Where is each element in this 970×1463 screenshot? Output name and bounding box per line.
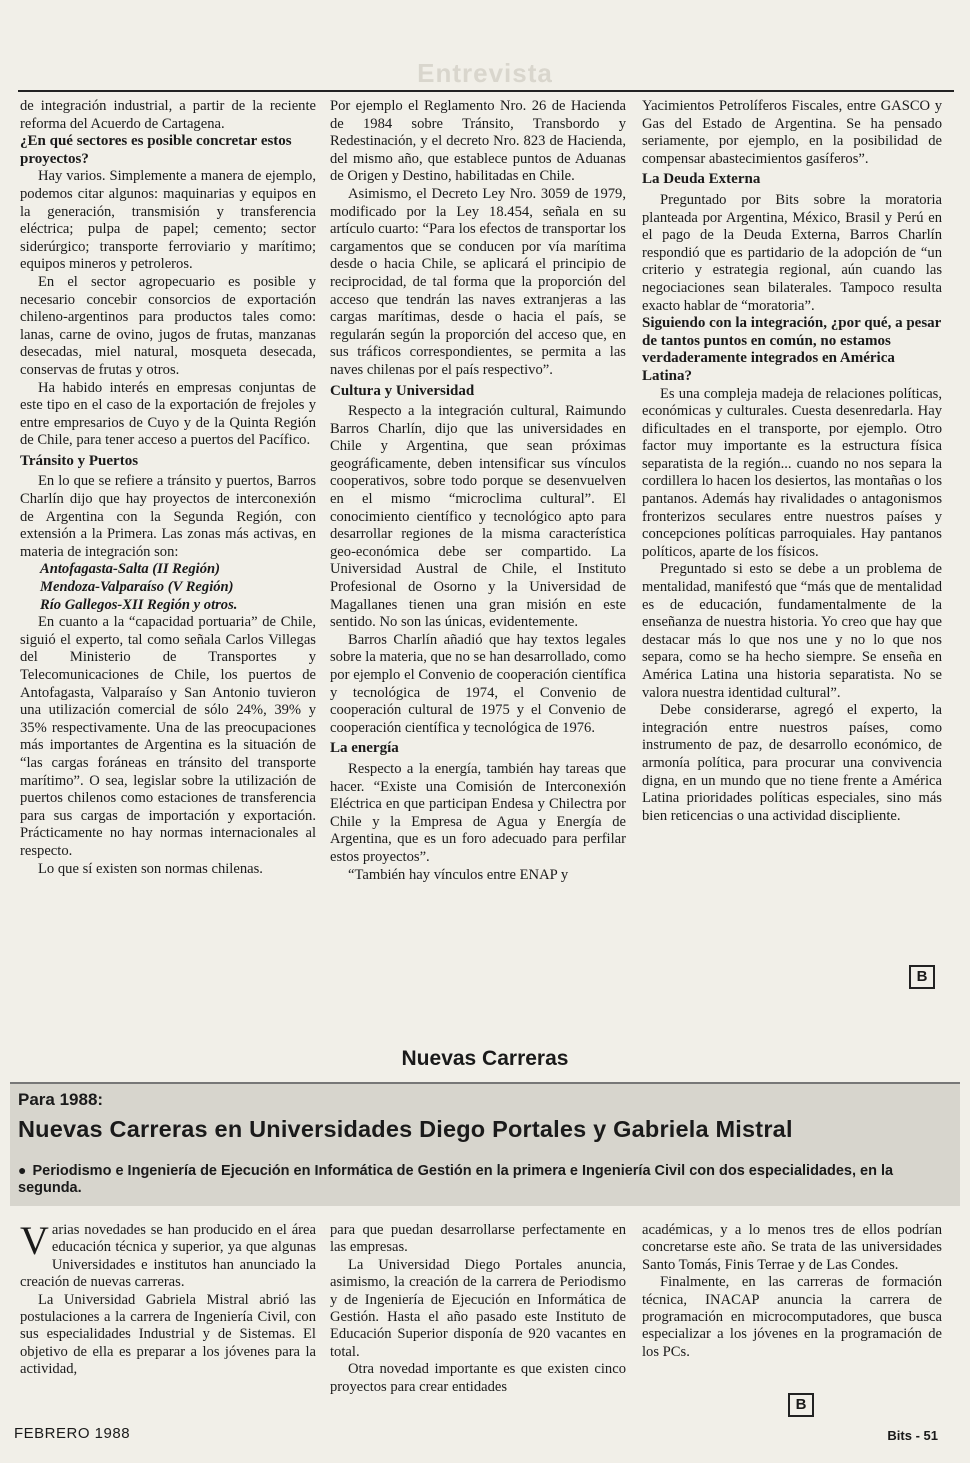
section-heading: Cultura y Universidad [330, 382, 475, 399]
article-column-1-text [20, 1218, 316, 1379]
paragraph: En lo que se refiere a tránsito y puertos, Barros Charlín dijo que hay proyectos de interconexión de Argentina con la Segunda Región, con extensión a la Primera. Las zonas más activas, en materia de integración son: [20, 473, 316, 560]
interview-column-2 [330, 98, 626, 884]
end-mark-article: B [788, 1393, 814, 1417]
paragraph: Yacimientos Petrolíferos Fiscales, entre GASCO y Gas del Estado de Argentina. Se ha pensado seriamente, por ejemplo, en la posibilidad de compensar abastecimientos gasíferos”. [642, 98, 942, 167]
paragraph: Debe considerarse, agregó el experto, la integración entre nuestros países, como instrumento de paz, de desarrollo económico, de armonía política, para procurar una convivencia digna, en un mundo que no tiene frente a América Latina prioridades políticas especiales, sino más bien reticencias o una actividad discipliente. [642, 702, 942, 824]
top-rule [18, 90, 954, 92]
section-title: Nuevas Carreras [401, 1047, 569, 1070]
paragraph: Respecto a la energía, también hay tareas que hacer. “Existe una Comisión de Interconexión Eléctrica en que participan Endesa y Chilectra por Chile y la Empresa de Agua y Energía de Argentina, que es un foro adecuado para perfilar estos proyectos”. [330, 760, 626, 865]
ghost-section-title: Entrevista [417, 58, 553, 88]
paragraph: Finalmente, en las carreras de formación técnica, INACAP anuncia la carrera de programación en microcomputadores, que busca especializar a los jóvenes en la programación de los PCs. [642, 1274, 942, 1360]
bullet-icon: ● [18, 1162, 27, 1178]
paragraph: académicas, y a lo menos tres de ellos podrían concretarse este año. Se trata de las universidades Santo Tomás, Finis Terrae y de Las Condes. [642, 1222, 942, 1273]
section-heading: La Deuda Externa [642, 171, 761, 188]
interview-question: ¿En qué sectores es posible concretar estos proyectos? [20, 133, 292, 167]
paragraph: para que puedan desarrollarse perfectamente en las empresas. [330, 1222, 626, 1256]
article-column-1 [20, 1218, 316, 1379]
article-subhead [18, 1162, 953, 1197]
article-subhead-text: Periodismo e Ingeniería de Ejecución en Informática de Gestión en la primera e Ingeniería Civil con dos especialidades, en la segunda. [18, 1163, 894, 1196]
interview-question: Siguiendo con la integración, ¿por qué, a pesar de tantos puntos en común, no estamos verdaderamente integrados en América Latina? [642, 315, 942, 384]
paragraph: Lo que sí existen son normas chilenas. [38, 860, 263, 877]
paragraph: Ha habido interés en empresas conjuntas de este tipo en el caso de la exportación de frejoles y entre empresarios de Cuyo y de la Quinta Región de Chile, para tener acceso a puertos del Pacífico. [20, 379, 316, 449]
article-column-2 [330, 1222, 626, 1396]
paragraph: Preguntado por Bits sobre la moratoria planteada por Argentina, México, Brasil y Perú en el pago de la Deuda Externa, Barros Charlín respondió que es partidario de la adopción de “un criterio y estrategia regional, aún cuando las negociaciones sean bilaterales. Tampoco resulta exacto hablar de “moratoria”. [642, 191, 942, 314]
article-banner [10, 1082, 960, 1206]
paragraph: La Universidad Diego Portales anuncia, asimismo, la creación de la carrera de Periodismo y de Ingeniería de Ejecución en Informática de Gestión. Hasta el año pasado este Instituto de Educación Superior disponía de 920 vacantes en total. [330, 1256, 626, 1360]
paragraph: Asimismo, el Decreto Ley Nro. 3059 de 1979, modificado por la Ley 18.454, señala en su artículo cuarto: “Para los efectos de transportar los cargamentos que se conducen por vía marítima desde o hacia Chile, se aplicará el principio de reciprocidad, de tal forma que la proporción del acceso que tendrán las naves extranjeras a las cargas marítimas, desde o hacia el país, se regularán según la proporción del acceso que, en sus tráficos correspondientes, se permita a las naves chilenas por el país respectivo”. [330, 185, 626, 378]
footer-date: FEBRERO 1988 [14, 1425, 131, 1442]
footer-page-number: Bits - 51 [887, 1428, 938, 1443]
paragraph: Preguntado si esto se debe a un problema de mentalidad, manifestó que “más que de mentalidad es de educación, fundamentalmente de la enseñanza de nuestra historia. Yo creo que hay que destacar más lo que nos une y no lo que nos separa, como se ha hecho siempre. Se enseña en América Latina una historia separatista. No se valora nuestra identidad cultural”. [642, 561, 942, 701]
paragraph: Hay varios. Simplemente a manera de ejemplo, podemos citar algunos: maquinarias y equipos en la generación, transmisión y transferencia eléctrica; pulpa de papel; cemento; sector siderúrgico; transporte ferroviario y marítimo; equipos mineros y petroleros. [20, 168, 316, 273]
interview-column-1 [20, 98, 316, 878]
route-item: Mendoza-Valparaíso (V Región) [40, 579, 234, 596]
article-column-3 [642, 1222, 942, 1361]
route-item: Antofagasta-Salta (II Región) [40, 561, 221, 578]
paragraph: Otra novedad importante es que existen cinco proyectos para crear entidades [330, 1361, 626, 1395]
section-heading: Tránsito y Puertos [20, 452, 139, 469]
paragraph: Respecto a la integración cultural, Raimundo Barros Charlín, dijo que las universidades en Chile y Argentina, que sean próximas geográficamente, deben intensificar sus vínculos cooperativos, sobre todo porque se desenvuelven en el mismo “microclima cultural”. El conocimiento científico y tecnológico apto para desarrollar regiones de la misma característica geo-económica debe ser compartido. La Universidad Austral de Chile, el Instituto Profesional de Osorno y la Universidad de Magallanes tienen una gran misión en este sentido. No son las únicas, evidentemente. [330, 403, 626, 631]
paragraph: En cuanto a la “capacidad portuaria” de Chile, siguió el experto, tal como señala Carlos Villegas del Ministerio de Transportes y Telecomunicaciones de Chile, los puertos de Antofagasta, Valparaíso y San Antonio tuvieron una utilización comercial de sólo 24%, 39% y 35% respectivamente. Una de las preocupaciones más importantes de Argentina es la situación de “las cargas foráneas en tránsito del transporte marítimo”. O sea, legislar sobre la utilización de puertos chilenos como estaciones de transferencia para sus cargas de importación y exportación. Prácticamente no hay normas internacionales al respecto. [20, 614, 316, 859]
paragraph: arias novedades se han producido en el área educación técnica y superior, ya que algunas Universidades e institutos han anunciado la creación de nuevas carreras. [20, 1222, 316, 1291]
paragraph: Barros Charlín añadió que hay textos legales sobre la materia, que no se han desarrollado, como por ejemplo el Convenio de cooperación científica y tecnológica de 1974, el Convenio de cooperación cultural de 1975 y el Convenio de cooperación científica y tecnológica de 1976. [330, 631, 626, 736]
paragraph: Por ejemplo el Reglamento Nro. 26 de Hacienda de 1984 sobre Tránsito, Transbordo y Redestinación, y el decreto Nro. 823 de Hacienda, del mismo año, que establece puntos de Aduanas de Origen y Destino, habilitadas en Chile. [330, 98, 626, 185]
article-kicker: Para 1988: [18, 1090, 104, 1109]
drop-cap: V [20, 1218, 49, 1263]
end-mark-interview: B [909, 965, 935, 989]
paragraph: La Universidad Gabriela Mistral abrió las postulaciones a la carrera de Ingeniería Civil, con sus especialidades Industrial y de Sistemas. El objetivo de ella es preparar a los jóvenes para la actividad, [20, 1291, 316, 1378]
paragraph: En el sector agropecuario es posible y necesario concebir consorcios de exportación chileno-argentinos para productos tales como: lanas, carne de ovino, jugos de frutas, manzanas desecadas, miel natural, mosqueta desecada, conservas de frutas y otros. [20, 273, 316, 378]
section-heading: La energía [330, 740, 399, 757]
paragraph: Es una compleja madeja de relaciones políticas, económicas y culturales. Cuesta desenredarla. Hay dificultades en el transporte, por ejemplo. Otro factor muy importante es la estructura física separatista de la región... cuando no nos separa la cordillera lo hacen los desiertos, las montañas o los pantanos. Además hay rivalidades o antagonismos fronterizos seculares entre nuestros países y concepciones políticas parroquiales. Hay pantanos políticos, aparte de los físicos. [642, 385, 942, 560]
route-item: Río Gallegos-XII Región y otros. [40, 596, 238, 613]
paragraph: “También hay vínculos entre ENAP y [348, 866, 569, 883]
article-headline: Nuevas Carreras en Universidades Diego Portales y Gabriela Mistral [18, 1116, 793, 1142]
paragraph: de integración industrial, a partir de la reciente reforma del Acuerdo de Cartagena. [20, 98, 316, 132]
interview-column-3 [642, 98, 942, 825]
